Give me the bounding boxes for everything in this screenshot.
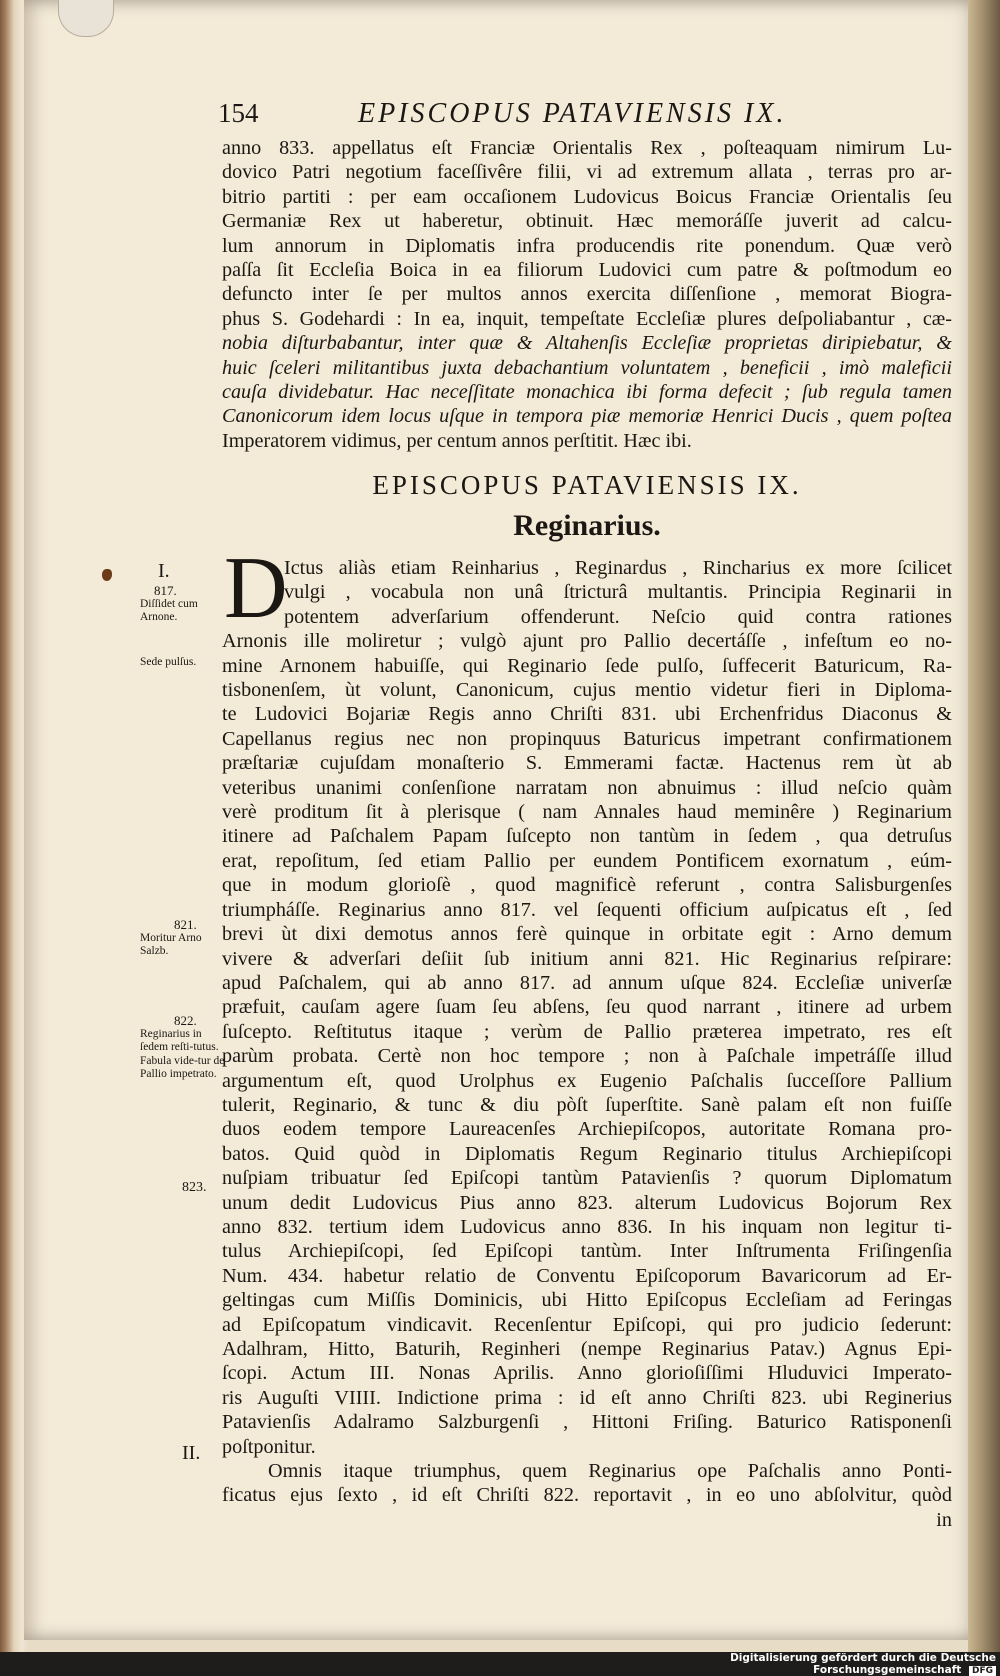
text-line: argumentum eſt, quod Urolphus ex Eugenio Paſchalis ſucceſſore Pallium <box>222 1069 952 1092</box>
section-marker-2: II. <box>182 1442 201 1464</box>
main-paragraph <box>222 540 952 1532</box>
text-line: brevi ùt dixi demotus annos ferè quinque in orbitate egit : Arno demum <box>222 923 952 946</box>
text-line: dovico Patri negotium faceſſivêre filii, vi ad extremum allata , terras pro ar- <box>222 161 952 184</box>
text-line: Germaniæ Rex ut haberetur, obtinuit. Hæc memoráſſe juverit ad calcu- <box>222 210 952 233</box>
text-line: defuncto inter ſe per multos annos exercita diſſenſione , memorat Biogra- <box>222 283 952 306</box>
text-line: duos eodem tempore Laureacenſes Archiepiſcopos, autoritate Romana pro- <box>222 1118 952 1141</box>
credit-text: Digitalisierung gefördert durch die Deutsche Forschungsgemeinschaft <box>730 1652 996 1676</box>
top-paragraph <box>222 136 952 453</box>
text-line: lum annorum in Diplomatis infra producendis rite ponendum. Quæ verò <box>222 234 952 257</box>
text-line: te Ludovici Bojariæ Regis anno Chriſti 831. ubi Erchenfridus Diaconus & <box>222 703 952 726</box>
text-line: poſtponitur. <box>222 1435 316 1458</box>
text-line: ficatus ejus ſexto , id eſt Chriſti 822. reportavit , in eo uno abſolvitur, quòd <box>222 1484 952 1507</box>
text-line: ad Epiſcopatum vindicavit. Recenſentur Epiſcopi, qui pro judicio ſederunt: <box>222 1313 952 1336</box>
text-line: que in modum glorioſè , quod magnificè referunt , contra Salisburgenſes <box>222 874 952 897</box>
text-line: huic ſceleri militantibus juxta debachantium voluntatem , beneficii , imò maleficii <box>222 356 952 379</box>
text-line: potentem adverſarium offenderunt. Neſcio quid contra rationes <box>284 605 952 628</box>
margin-note-822 <box>140 1014 226 1082</box>
text-line: paſſa ſit Eccleſia Boica in ea filiorum Ludovici cum patre & poſtmodum eo <box>222 259 952 282</box>
text-line: geltingas cum Miſſis Dominicis, ubi Hitto Epiſcopus Eccleſiam ad Feringas <box>222 1289 952 1312</box>
chapter-title: EPISCOPUS PATAVIENSIS IX. <box>372 470 802 500</box>
text-line: Adalhram, Hitto, Baturih, Reginheri (nempe Reginarius Patav.) Agnus Epi- <box>222 1338 952 1360</box>
catchword: in <box>936 1508 952 1531</box>
margin-note-817 <box>140 584 226 625</box>
text-line: erat, repoſitum, ſed etiam Pallio per eundem Pontificem exornatum , eúm- <box>222 849 952 872</box>
margin-year: 817. <box>154 583 177 598</box>
text-line: veteribus unanimi conſenſione narratam non abnuimus : illud neſcio quàm <box>222 776 952 799</box>
text-line: nuſpiam tribuatur ſed Epiſcopi tantùm Patavienſis ? quorum Diplomatum <box>222 1167 952 1190</box>
chapter-name: Reginarius. <box>513 509 661 542</box>
margin-text: Diſſidet cum Arnone. <box>140 597 198 623</box>
text-line: vulgi , vocabula non unâ ſtricturâ multantis. Principia Reginarii in <box>284 581 952 604</box>
text-line: ſcopi. Actum III. Nonas Aprilis. Anno glorioſiſſimi Hluduvici Imperato- <box>222 1362 952 1385</box>
text-line: Arnonis ille moliretur ; vulgò ajunt pro Pallio decertáſſe , infeſtum eo no- <box>222 630 952 653</box>
text-line: verè proditum ſit à plerisque ( nam Annales haud meminêre ) Reginarium <box>222 801 952 824</box>
text-line: bitrio partiti : per eam occaſionem Ludovicus Boicus Franciæ Orientalis ſeu <box>222 185 952 208</box>
text-line: Patavienſis Adalramo Salzburgenſi , Hittoni Friſing. Baturico Ratisponenſi <box>222 1411 952 1434</box>
text-line: parùm probata. Certè non hoc tempore ; non à Paſchale impetráſſe illud <box>222 1045 952 1068</box>
page-number: 154 <box>218 98 259 128</box>
text-line: nobia diſturbabantur, inter quæ & Altahenſis Eccleſiæ proprietas diripiebatur, & <box>222 332 952 355</box>
margin-year-823: 823. <box>182 1180 207 1195</box>
text-line: tulus Archiepiſcopi, ſed Epiſcopi tantùm. Inter Inſtrumenta Friſingenſia <box>222 1240 952 1263</box>
text-line: triumpháſſe. Reginarius anno 817. vel ſequenti officium auſpicatus eſt , ſed <box>222 898 952 921</box>
text-line: Ictus aliàs etiam Reinharius , Reginardus , Rincharius ex more ſcilicet <box>284 557 952 579</box>
margin-text: Fabula vide-tur de Pallio impetrato. <box>140 1054 225 1080</box>
margin-note-821 <box>140 918 226 959</box>
text-line: batos. Quid quòd in Diplomatis Regum Reginario titulus Archiepiſcopi <box>222 1142 952 1165</box>
margin-year: 821. <box>174 917 197 932</box>
section-marker-1: I. <box>158 560 170 582</box>
text-line: apud Paſchalem, qui ab anno 817. ad annum uſque 824. Eccleſiæ univerſæ <box>222 971 952 994</box>
dfg-logo: DFG <box>969 1666 996 1676</box>
book-right-edge <box>968 0 1000 1652</box>
text-line: anno 833. appellatus eſt Franciæ Orientalis Rex , poſteaquam nimirum Lu- <box>222 137 952 159</box>
margin-text: Reginarius in ſedem reſti-tutus. <box>140 1027 219 1053</box>
margin-text: Moritur Arno Salzb. <box>140 931 202 957</box>
margin-note-pulsus: Sede pulſus. <box>140 656 197 668</box>
digitization-credit <box>580 1652 996 1676</box>
text-line: præſtariæ cujuſdam monaſterio S. Emmerami factæ. Hactenus rem ùt ab <box>222 752 952 775</box>
text-line: ris Auguſti VIIII. Indictione prima : id eſt anno Chriſti 823. ubi Reginerius <box>222 1386 952 1409</box>
text-line: anno 832. tertium idem Ludovicus anno 836. In his inquam non legitur ti- <box>222 1215 952 1238</box>
text-line: tisbonenſem, ùt volunt, Canonicum, cujus mentio videtur fieri in Diploma- <box>222 679 952 702</box>
text-line: Canonicorum idem locus uſque in tempora piæ memoriæ Henrici Ducis , quem poſtea <box>222 405 952 428</box>
text-line: tulerit, Reginario, & tunc & diu pòſt ſuperſtite. Sanè palam eſt non fuiſſe <box>222 1093 952 1116</box>
text-line: Imperatorem vidimus, per centum annos perſtitit. Hæc ibi. <box>222 429 692 452</box>
text-line: Capellanus regius nec non propinquus Baturicus impetrant confirmationem <box>222 727 952 750</box>
text-line: cauſa dividebatur. Hac neceſſitate monachica ibi forma defecit ; ſub regula tamen <box>222 381 952 404</box>
text-line: mine Arnonem habuiſſe, qui Reginario ſede pulſo, ſuffecerit Baturicum, Ra- <box>222 654 952 677</box>
text-line: phus S. Godehardi : In ea, inquit, tempeſtate Eccleſiæ plures deſpoliabantur , cæ- <box>222 307 952 330</box>
text-line: Omnis itaque triumphus, quem Reginarius ope Paſchalis anno Ponti- <box>268 1460 952 1483</box>
running-title: EPISCOPUS PATAVIENSIS IX. <box>358 98 787 129</box>
text-line: ſuſcepto. Reſtitutus itaque ; verùm de Pallio præterea impetrato, res eſt <box>222 1020 952 1043</box>
text-line: itinere ad Paſchalem Papam ſuſcepto non tantùm in ſedem , qua detruſus <box>222 825 952 848</box>
text-line: vivere & adverſari deſiit ſub initium anni 821. Hic Reginarius reſpirare: <box>222 947 952 970</box>
margin-year: 822. <box>174 1013 197 1028</box>
drop-capital: D <box>224 540 288 637</box>
text-line: unum dedit Ludovicus Pius anno 823. alterum Ludovicus Bojorum Rex <box>222 1191 952 1214</box>
running-header <box>218 98 948 138</box>
text-line: præfuit, cauſam agere ſuam ſeu abſens, ſeu quod narrant , itinere ad urbem <box>222 996 952 1019</box>
text-line: Num. 434. habetur relatio de Conventu Epiſcoporum Bavaricorum ad Er- <box>222 1264 952 1287</box>
